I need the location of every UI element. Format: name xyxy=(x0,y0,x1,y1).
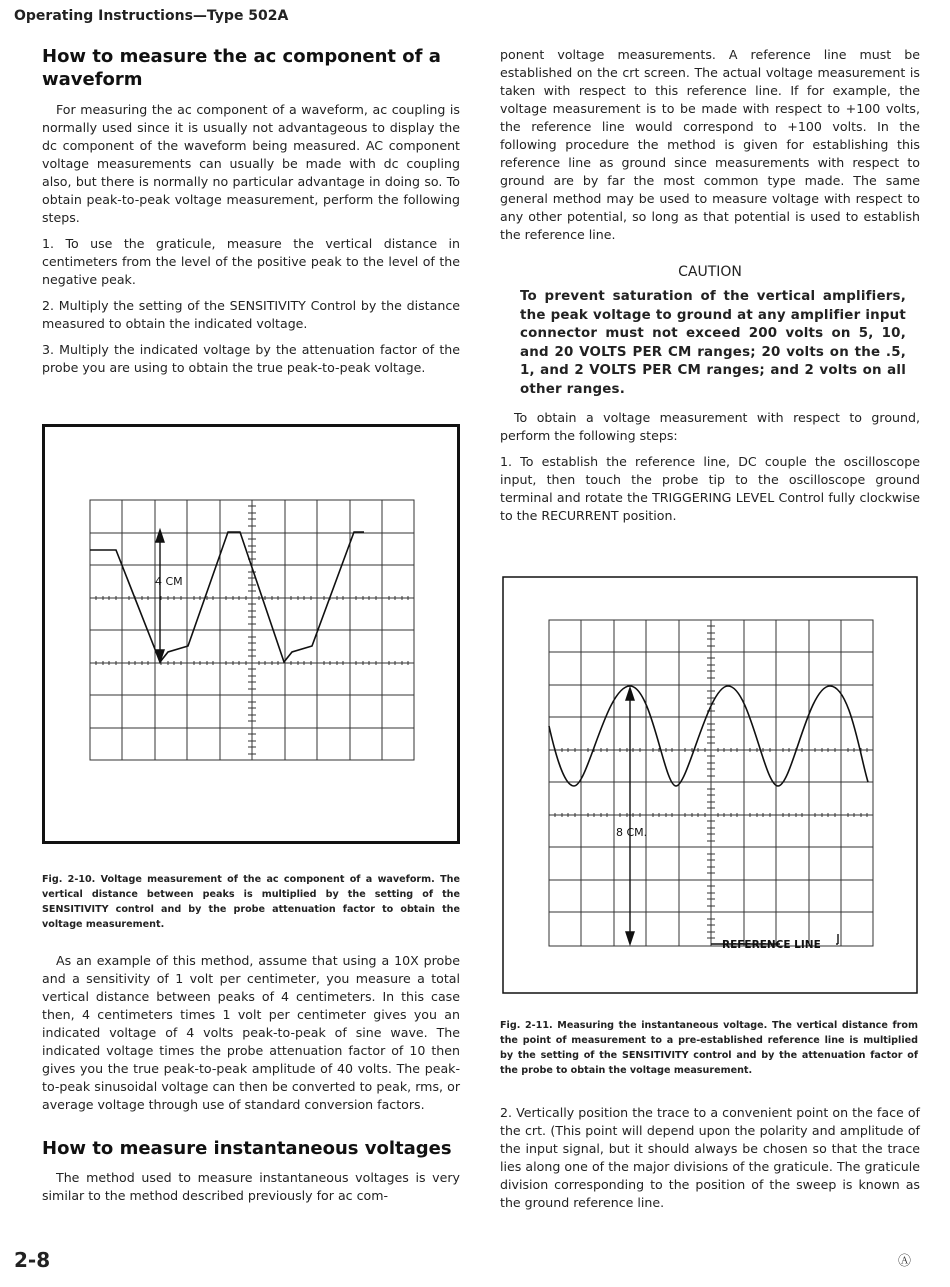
right-column xyxy=(500,46,920,533)
paragraph-reference-line: ponent voltage measurements. A reference line must be established on the crt screen. The actual voltage measurement is taken with respect to this reference line. If for example, the voltage measurement is to be made with respect to +100 volts, the reference line would correspond to +100 volts. In the following procedure the method is given for establishing this reference line as ground since measurements with respect to ground are by far the most common type made. The same general method may be used to measure voltage with respect to any other potential, so long as that potential is used to establish the reference line. xyxy=(500,47,920,242)
waveform-trace xyxy=(90,532,364,662)
figure-2-10-caption: Fig. 2-10. Voltage measurement of the ac component of a waveform. The vertical distance between peaks is multiplied by the setting of the SENSITIVITY control and by the probe attenuation factor to obtain the voltage measurement. xyxy=(42,874,460,930)
sine-trace xyxy=(549,686,868,786)
paragraph-ac-example: As an example of this method, assume that using a 10X probe and a sensitivity of 1 volt per centimeter, you measure a total vertical distance between peaks of 4 centimeters. In this case then, 4 centimeters times 1 volt per centimeter gives you an indicated voltage of 4 volts peak-to-peak of sine wave. The indicated voltage times the probe attenuation factor of 10 then gives you the true peak-to-peak amplitude of 40 volts. The peak-to-peak sinusoidal voltage can then be converted to peak, rms, or average voltage through use of standard conversion factors. xyxy=(42,953,460,1112)
4cm-arrow xyxy=(156,530,164,662)
step-2-reference: 2. Vertically position the trace to a convenient point on the face of the crt. (This point will depend upon the polarity and amplitude of the input signal, but it should always be chosen so that the trace lies along one of the major divisions of the graticule. The graticule division corresponding to the position of the sweep is known as the ground reference line. xyxy=(500,1105,920,1210)
revision-mark: Ⓐ xyxy=(898,1254,912,1269)
step-3-ac: 3. Multiply the indicated voltage by the attenuation factor of the probe you are using to obtain the true peak-to-peak voltage. xyxy=(42,342,460,375)
paragraph-ac-intro: For measuring the ac component of a waveform, ac coupling is normally used since it is usually not advantageous to display the dc component of the waveform being measured. AC component voltage measurements can usually be made with dc coupling also, but there is normally no particular advantage in doing so. To obtain peak-to-peak voltage measurement, perform the following steps. xyxy=(42,102,460,225)
step-1-ac: 1. To use the graticule, measure the vertical distance in centimeters from the level of the positive peak to the level of the negative peak. xyxy=(42,236,460,287)
page-header: Operating Instructions—Type 502A xyxy=(14,8,289,24)
figure-2-11-graticule xyxy=(502,576,918,996)
left-column xyxy=(42,46,460,385)
paragraph-instantaneous-intro: The method used to measure instantaneous voltages is very similar to the method described previously for ac com- xyxy=(42,1169,460,1203)
page-number: 2-8 xyxy=(14,1248,51,1272)
figure-2-11-caption: Fig. 2-11. Measuring the instantaneous voltage. The vertical distance from the point of measurement to a pre-established reference line is multiplied by the setting of the SENSITIVITY control and by the attenuation factor of the probe to obtain the voltage measurement. xyxy=(500,1020,918,1076)
caution-text: To prevent saturation of the vertical amplifiers, the peak voltage to ground at any amplifier input connector must not exceed 200 volts on 5, 10, and 20 VOLTS PER CM ranges; 20 volts on the .5, 1, and 2 VOLTS PER CM ranges; and 2 volts on all other ranges. xyxy=(520,289,906,397)
figure-2-10-graticule xyxy=(42,424,460,844)
paragraph-ground-measurement: To obtain a voltage measurement with respect to ground, perform the following steps: xyxy=(500,410,920,443)
section-heading-ac-component: How to measure the ac component of a waveform xyxy=(42,46,441,90)
figure-2-11-label: 8 CM. xyxy=(616,826,648,839)
step-2-ac: 2. Multiply the setting of the SENSITIVITY Control by the distance measured to obtain the indicated voltage. xyxy=(42,298,460,331)
reference-line-label: REFERENCE LINE xyxy=(722,939,821,951)
step-1-reference: 1. To establish the reference line, DC couple the oscilloscope input, then touch the probe tip to the oscilloscope ground terminal and rotate the TRIGGERING LEVEL Control fully clockwise to the RECURRENT position. xyxy=(500,454,920,523)
figure-2-10-label: 4 CM xyxy=(155,575,183,588)
section-heading-instantaneous: How to measure instantaneous voltages xyxy=(42,1138,452,1159)
caution-title: CAUTION xyxy=(678,264,742,280)
